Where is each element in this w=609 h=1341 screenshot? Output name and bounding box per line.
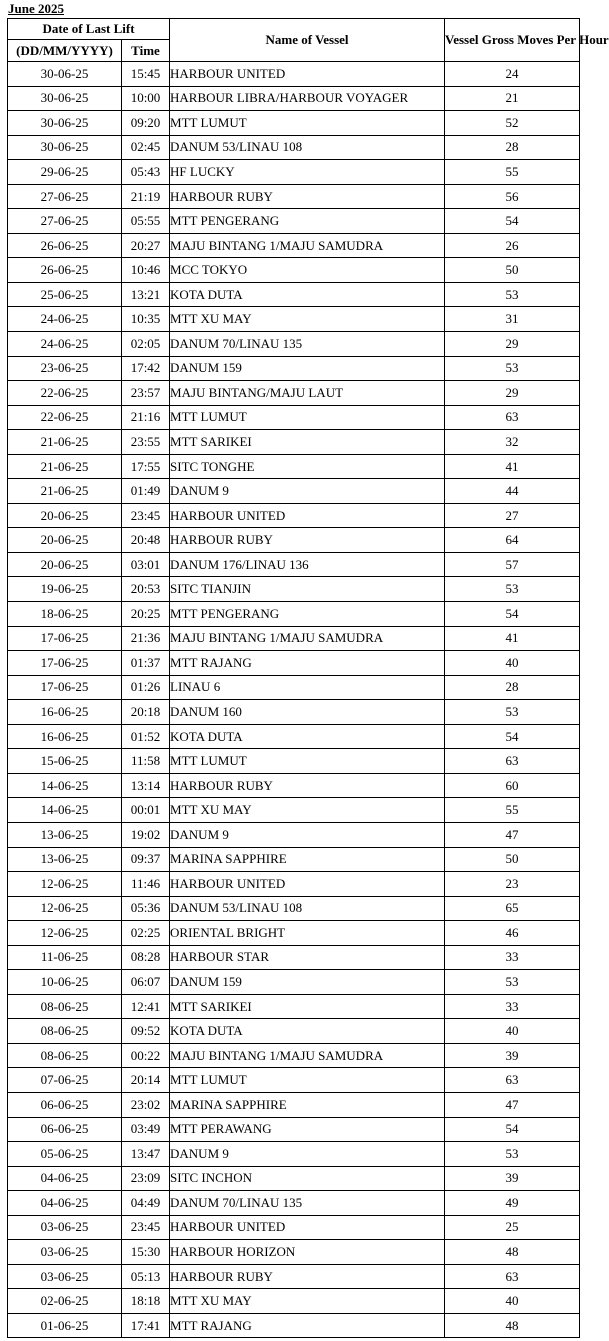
date-cell: 10-06-25 (8, 970, 122, 995)
date-cell: 08-06-25 (8, 994, 122, 1019)
table-row (8, 454, 580, 479)
gross-moves-cell: 49 (445, 1191, 580, 1216)
vessel-name-cell: MTT XU MAY (170, 798, 445, 823)
table-row (8, 626, 580, 651)
date-cell: 26-06-25 (8, 258, 122, 283)
table-row (8, 307, 580, 332)
date-cell: 16-06-25 (8, 700, 122, 725)
vessel-name-cell: DANUM 160 (170, 700, 445, 725)
date-cell: 27-06-25 (8, 209, 122, 234)
date-cell: 22-06-25 (8, 381, 122, 406)
vessel-name-cell: MTT LUMUT (170, 405, 445, 430)
vessel-name-cell: DANUM 53/LINAU 108 (170, 135, 445, 160)
table-row (8, 282, 580, 307)
time-cell: 02:25 (122, 921, 170, 946)
time-cell: 05:43 (122, 160, 170, 185)
header-row (8, 19, 580, 40)
vessel-name-cell: DANUM 53/LINAU 108 (170, 896, 445, 921)
date-cell: 30-06-25 (8, 86, 122, 111)
vessel-name-cell: HARBOUR RUBY (170, 773, 445, 798)
date-cell: 13-06-25 (8, 822, 122, 847)
table-row (8, 1043, 580, 1068)
vessel-name-cell: HF LUCKY (170, 160, 445, 185)
date-cell: 03-06-25 (8, 1264, 122, 1289)
gross-moves-cell: 53 (445, 700, 580, 725)
date-cell: 04-06-25 (8, 1166, 122, 1191)
table-row (8, 1215, 580, 1240)
gross-moves-cell: 23 (445, 872, 580, 897)
table-row (8, 86, 580, 111)
date-cell: 19-06-25 (8, 577, 122, 602)
gross-moves-cell: 26 (445, 233, 580, 258)
vessel-name-header: Name of Vessel (170, 19, 445, 62)
date-cell: 14-06-25 (8, 798, 122, 823)
table-row (8, 1289, 580, 1314)
date-cell: 16-06-25 (8, 724, 122, 749)
table-row (8, 749, 580, 774)
date-cell: 06-06-25 (8, 1092, 122, 1117)
time-cell: 17:55 (122, 454, 170, 479)
vessel-name-cell: SITC TONGHE (170, 454, 445, 479)
time-cell: 23:45 (122, 503, 170, 528)
table-row (8, 1142, 580, 1167)
time-cell: 01:49 (122, 479, 170, 504)
date-cell: 24-06-25 (8, 332, 122, 357)
gross-moves-cell: 33 (445, 994, 580, 1019)
time-cell: 01:37 (122, 651, 170, 676)
table-row (8, 111, 580, 136)
table-body (8, 62, 580, 1338)
date-cell: 29-06-25 (8, 160, 122, 185)
gross-moves-cell: 56 (445, 184, 580, 209)
table-row (8, 258, 580, 283)
time-cell: 23:45 (122, 1215, 170, 1240)
date-cell: 07-06-25 (8, 1068, 122, 1093)
table-row (8, 233, 580, 258)
date-cell: 12-06-25 (8, 896, 122, 921)
vessel-name-cell: MCC TOKYO (170, 258, 445, 283)
vessel-name-cell: HARBOUR STAR (170, 945, 445, 970)
time-cell: 17:42 (122, 356, 170, 381)
vessel-name-cell: DANUM 70/LINAU 135 (170, 332, 445, 357)
gross-moves-cell: 40 (445, 651, 580, 676)
time-cell: 23:09 (122, 1166, 170, 1191)
date-cell: 05-06-25 (8, 1142, 122, 1167)
time-cell: 21:19 (122, 184, 170, 209)
date-cell: 21-06-25 (8, 454, 122, 479)
vessel-name-cell: MTT LUMUT (170, 1068, 445, 1093)
time-cell: 03:49 (122, 1117, 170, 1142)
time-cell: 18:18 (122, 1289, 170, 1314)
table-row (8, 773, 580, 798)
table-row (8, 62, 580, 87)
gross-moves-cell: 47 (445, 1092, 580, 1117)
table-row (8, 798, 580, 823)
table-row (8, 356, 580, 381)
vessel-name-cell: HARBOUR LIBRA/HARBOUR VOYAGER (170, 86, 445, 111)
time-cell: 11:46 (122, 872, 170, 897)
table-row (8, 479, 580, 504)
date-cell: 17-06-25 (8, 626, 122, 651)
gross-moves-cell: 31 (445, 307, 580, 332)
vessel-name-cell: MTT LUMUT (170, 749, 445, 774)
table-row (8, 1166, 580, 1191)
time-cell: 09:37 (122, 847, 170, 872)
table-row (8, 994, 580, 1019)
time-cell: 20:27 (122, 233, 170, 258)
vessel-name-cell: HARBOUR RUBY (170, 1264, 445, 1289)
vessel-name-cell: MTT PENGERANG (170, 209, 445, 234)
vessel-name-cell: MTT SARIKEI (170, 430, 445, 455)
page-title: June 2025 (8, 1, 64, 16)
gross-moves-cell: 54 (445, 602, 580, 627)
time-cell: 10:35 (122, 307, 170, 332)
gross-moves-cell: 55 (445, 160, 580, 185)
table-row (8, 822, 580, 847)
vessel-name-cell: HARBOUR RUBY (170, 528, 445, 553)
gross-moves-cell: 40 (445, 1289, 580, 1314)
table-row (8, 896, 580, 921)
table-row (8, 1092, 580, 1117)
vessel-name-cell: SITC INCHON (170, 1166, 445, 1191)
vessel-name-cell: MAJU BINTANG/MAJU LAUT (170, 381, 445, 406)
vessel-name-cell: DANUM 9 (170, 822, 445, 847)
date-cell: 22-06-25 (8, 405, 122, 430)
date-cell: 08-06-25 (8, 1019, 122, 1044)
gross-moves-cell: 54 (445, 724, 580, 749)
date-cell: 30-06-25 (8, 62, 122, 87)
time-cell: 23:55 (122, 430, 170, 455)
time-cell: 15:45 (122, 62, 170, 87)
gross-moves-cell: 60 (445, 773, 580, 798)
date-cell: 20-06-25 (8, 503, 122, 528)
time-cell: 02:45 (122, 135, 170, 160)
time-cell: 09:52 (122, 1019, 170, 1044)
table-row (8, 184, 580, 209)
gross-moves-cell: 53 (445, 356, 580, 381)
gross-moves-cell: 33 (445, 945, 580, 970)
gross-moves-cell: 28 (445, 135, 580, 160)
vessel-name-cell: HARBOUR RUBY (170, 184, 445, 209)
date-cell: 02-06-25 (8, 1289, 122, 1314)
date-cell: 11-06-25 (8, 945, 122, 970)
table-row (8, 921, 580, 946)
gross-moves-cell: 41 (445, 454, 580, 479)
time-cell: 23:57 (122, 381, 170, 406)
time-cell: 21:36 (122, 626, 170, 651)
date-cell: 12-06-25 (8, 872, 122, 897)
vessel-name-cell: DANUM 159 (170, 356, 445, 381)
vessel-name-cell: LINAU 6 (170, 675, 445, 700)
time-cell: 10:46 (122, 258, 170, 283)
gross-moves-cell: 53 (445, 282, 580, 307)
gross-moves-cell: 27 (445, 503, 580, 528)
time-cell: 13:14 (122, 773, 170, 798)
table-row (8, 847, 580, 872)
vessel-name-cell: MARINA SAPPHIRE (170, 847, 445, 872)
date-cell: 24-06-25 (8, 307, 122, 332)
gross-moves-cell: 39 (445, 1043, 580, 1068)
gross-moves-cell: 48 (445, 1313, 580, 1338)
table-row (8, 552, 580, 577)
time-cell: 05:13 (122, 1264, 170, 1289)
gross-moves-cell: 52 (445, 111, 580, 136)
gross-moves-cell: 53 (445, 1142, 580, 1167)
gross-moves-cell: 63 (445, 1068, 580, 1093)
gross-moves-cell: 65 (445, 896, 580, 921)
time-cell: 00:22 (122, 1043, 170, 1068)
time-cell: 21:16 (122, 405, 170, 430)
time-cell: 00:01 (122, 798, 170, 823)
time-cell: 13:47 (122, 1142, 170, 1167)
table-row (8, 1068, 580, 1093)
gross-moves-cell: 63 (445, 749, 580, 774)
date-cell: 15-06-25 (8, 749, 122, 774)
gross-moves-cell: 39 (445, 1166, 580, 1191)
gross-moves-cell: 55 (445, 798, 580, 823)
date-cell: 20-06-25 (8, 528, 122, 553)
vessel-name-cell: MTT PENGERANG (170, 602, 445, 627)
vessel-name-cell: MTT SARIKEI (170, 994, 445, 1019)
date-cell: 17-06-25 (8, 675, 122, 700)
time-cell: 23:02 (122, 1092, 170, 1117)
table-row (8, 651, 580, 676)
table-row (8, 970, 580, 995)
date-cell: 13-06-25 (8, 847, 122, 872)
vessel-name-cell: DANUM 176/LINAU 136 (170, 552, 445, 577)
time-cell: 20:53 (122, 577, 170, 602)
time-cell: 01:26 (122, 675, 170, 700)
vessel-name-cell: SITC TIANJIN (170, 577, 445, 602)
table-row (8, 872, 580, 897)
time-cell: 13:21 (122, 282, 170, 307)
time-cell: 11:58 (122, 749, 170, 774)
vessel-name-cell: HARBOUR HORIZON (170, 1240, 445, 1265)
time-cell: 04:49 (122, 1191, 170, 1216)
gross-moves-cell: 44 (445, 479, 580, 504)
table-row (8, 430, 580, 455)
date-cell: 17-06-25 (8, 651, 122, 676)
date-cell: 08-06-25 (8, 1043, 122, 1068)
date-cell: 21-06-25 (8, 479, 122, 504)
vessel-name-cell: MTT XU MAY (170, 1289, 445, 1314)
table-row (8, 1313, 580, 1338)
table-row (8, 724, 580, 749)
time-cell: 20:25 (122, 602, 170, 627)
gross-moves-cell: 29 (445, 381, 580, 406)
time-cell: 05:36 (122, 896, 170, 921)
date-cell: 23-06-25 (8, 356, 122, 381)
time-cell: 10:00 (122, 86, 170, 111)
gross-moves-cell: 24 (445, 62, 580, 87)
table-row (8, 675, 580, 700)
vessel-name-cell: MTT RAJANG (170, 1313, 445, 1338)
date-format-header: (DD/MM/YYYY) (8, 40, 122, 62)
time-cell: 17:41 (122, 1313, 170, 1338)
gross-moves-cell: 50 (445, 258, 580, 283)
vessel-name-cell: MTT LUMUT (170, 111, 445, 136)
gross-moves-cell: 32 (445, 430, 580, 455)
gross-moves-cell: 53 (445, 970, 580, 995)
time-cell: 05:55 (122, 209, 170, 234)
table-row (8, 209, 580, 234)
date-cell: 04-06-25 (8, 1191, 122, 1216)
table-row (8, 1191, 580, 1216)
vessel-name-cell: MARINA SAPPHIRE (170, 1092, 445, 1117)
date-cell: 18-06-25 (8, 602, 122, 627)
vessel-name-cell: MTT RAJANG (170, 651, 445, 676)
date-cell: 30-06-25 (8, 135, 122, 160)
time-cell: 20:14 (122, 1068, 170, 1093)
date-cell: 03-06-25 (8, 1215, 122, 1240)
time-cell: 20:48 (122, 528, 170, 553)
vessel-name-cell: KOTA DUTA (170, 724, 445, 749)
vessel-name-cell: MTT XU MAY (170, 307, 445, 332)
table-row (8, 602, 580, 627)
gross-moves-cell: 50 (445, 847, 580, 872)
date-cell: 20-06-25 (8, 552, 122, 577)
date-group-header: Date of Last Lift (8, 19, 170, 40)
vessel-name-cell: KOTA DUTA (170, 282, 445, 307)
time-cell: 20:18 (122, 700, 170, 725)
date-cell: 27-06-25 (8, 184, 122, 209)
vessel-name-cell: MAJU BINTANG 1/MAJU SAMUDRA (170, 626, 445, 651)
gross-moves-cell: 64 (445, 528, 580, 553)
vessel-lifts-table (7, 18, 609, 1338)
vessel-name-cell: HARBOUR UNITED (170, 62, 445, 87)
table-row (8, 528, 580, 553)
time-cell: 19:02 (122, 822, 170, 847)
time-cell: 12:41 (122, 994, 170, 1019)
vessel-name-cell: MTT PERAWANG (170, 1117, 445, 1142)
table-row (8, 945, 580, 970)
table-row (8, 1240, 580, 1265)
table-row (8, 503, 580, 528)
gross-moves-cell: 21 (445, 86, 580, 111)
gross-moves-cell: 63 (445, 1264, 580, 1289)
gross-moves-cell: 25 (445, 1215, 580, 1240)
vessel-name-cell: ORIENTAL BRIGHT (170, 921, 445, 946)
gross-moves-cell: 41 (445, 626, 580, 651)
table-row (8, 1019, 580, 1044)
table-row (8, 160, 580, 185)
table-row (8, 700, 580, 725)
table-row (8, 1264, 580, 1289)
date-cell: 14-06-25 (8, 773, 122, 798)
time-cell: 09:20 (122, 111, 170, 136)
gross-moves-cell: 48 (445, 1240, 580, 1265)
vessel-name-cell: DANUM 159 (170, 970, 445, 995)
date-cell: 30-06-25 (8, 111, 122, 136)
vessel-name-cell: DANUM 70/LINAU 135 (170, 1191, 445, 1216)
vessel-name-cell: DANUM 9 (170, 479, 445, 504)
date-cell: 12-06-25 (8, 921, 122, 946)
vessel-name-cell: MAJU BINTANG 1/MAJU SAMUDRA (170, 233, 445, 258)
table-row (8, 135, 580, 160)
gross-moves-cell: 54 (445, 1117, 580, 1142)
date-cell: 01-06-25 (8, 1313, 122, 1338)
gross-moves-cell: 40 (445, 1019, 580, 1044)
gross-moves-cell: 46 (445, 921, 580, 946)
table-row (8, 381, 580, 406)
vessel-name-cell: HARBOUR UNITED (170, 1215, 445, 1240)
date-cell: 06-06-25 (8, 1117, 122, 1142)
gross-moves-cell: 53 (445, 577, 580, 602)
gross-moves-cell: 63 (445, 405, 580, 430)
vessel-name-cell: HARBOUR UNITED (170, 503, 445, 528)
gross-moves-cell: 28 (445, 675, 580, 700)
time-cell: 08:28 (122, 945, 170, 970)
gross-moves-cell: 54 (445, 209, 580, 234)
date-cell: 21-06-25 (8, 430, 122, 455)
table-row (8, 577, 580, 602)
date-cell: 25-06-25 (8, 282, 122, 307)
gross-moves-cell: 57 (445, 552, 580, 577)
vessel-name-cell: DANUM 9 (170, 1142, 445, 1167)
table-row (8, 405, 580, 430)
table-row (8, 1117, 580, 1142)
date-cell: 26-06-25 (8, 233, 122, 258)
table-row (8, 332, 580, 357)
time-header: Time (122, 40, 170, 62)
vessel-name-cell: HARBOUR UNITED (170, 872, 445, 897)
date-cell: 03-06-25 (8, 1240, 122, 1265)
gross-moves-cell: 29 (445, 332, 580, 357)
time-cell: 06:07 (122, 970, 170, 995)
gross-moves-header: Vessel Gross Moves Per Hour (445, 19, 580, 62)
time-cell: 03:01 (122, 552, 170, 577)
vessel-name-cell: MAJU BINTANG 1/MAJU SAMUDRA (170, 1043, 445, 1068)
time-cell: 02:05 (122, 332, 170, 357)
gross-moves-cell: 47 (445, 822, 580, 847)
time-cell: 15:30 (122, 1240, 170, 1265)
time-cell: 01:52 (122, 724, 170, 749)
vessel-name-cell: KOTA DUTA (170, 1019, 445, 1044)
